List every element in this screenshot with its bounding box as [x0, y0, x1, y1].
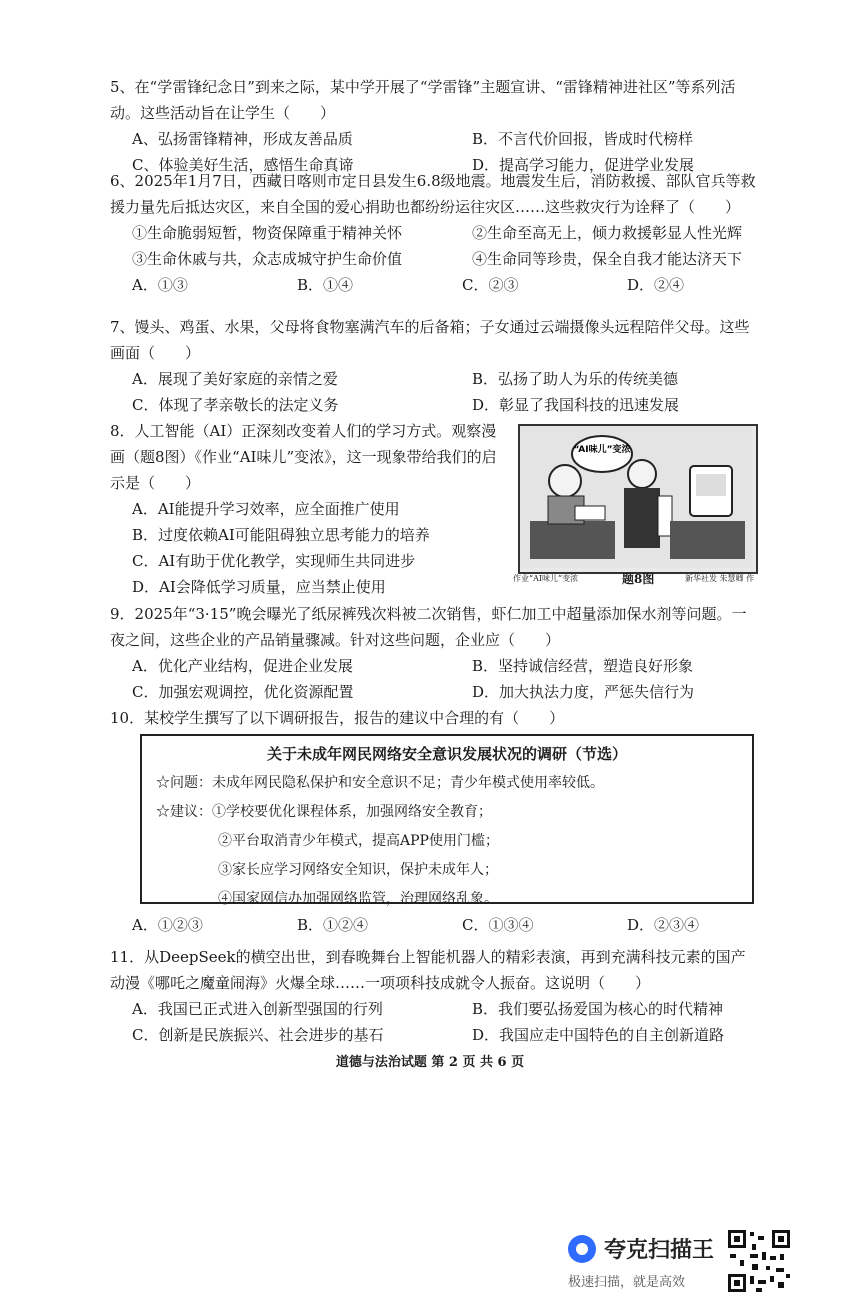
scanner-app-name: 夸克扫描王 [604, 1238, 715, 1263]
report-title: 关于未成年网民网络安全意识发展状况的调研（节选） [266, 745, 627, 763]
option-c: C．AI有助于优化教学，实现师生共同进步 [132, 552, 416, 570]
option-d: D．彰显了我国科技的迅速发展 [472, 396, 680, 414]
options [110, 272, 760, 298]
option-c: C．创新是民族振兴、社会进步的基石 [132, 1026, 384, 1044]
question-11 [110, 944, 760, 1048]
option-b: B．我们要弘扬爱国为核心的时代精神 [472, 1000, 724, 1018]
statement-3: ③生命休戚与共，众志成城守护生命价值 [132, 250, 403, 268]
question-6 [110, 168, 760, 298]
question-stem: 10．某校学生撰写了以下调研报告，报告的建议中合理的有（ ） [110, 709, 565, 727]
option-b: B．不言代价回报，皆成时代榜样 [472, 130, 694, 148]
options [110, 366, 760, 418]
report-advice-4: ④国家网信办加强网络监管，治理网络乱象。 [218, 891, 498, 907]
option-a: A、弘扬雷锋精神，形成友善品质 [132, 130, 353, 148]
page-footer: 道德与法治试题 第 2 页 共 6 页 [335, 1055, 525, 1070]
option-a: A．①②③ [132, 916, 203, 934]
statements [110, 220, 760, 272]
scanner-slogan: 极速扫描，就是高效 [568, 1275, 686, 1290]
cartoon-illustration [520, 426, 752, 568]
option-b: B．弘扬了助人为乐的传统美德 [472, 370, 679, 388]
option-d: D．提高学习能力，促进学业发展 [472, 156, 695, 174]
statement-4: ④生命同等珍贵，保全自我才能达济天下 [472, 250, 743, 268]
survey-report-box [140, 734, 754, 907]
cartoon-figure [518, 424, 758, 574]
option-d: D．我国应走中国特色的自主创新道路 [472, 1026, 725, 1044]
option-d: D．②④ [627, 276, 685, 294]
options [110, 653, 760, 705]
option-d: D．AI会降低学习质量，应当禁止使用 [132, 578, 386, 596]
option-a: A．AI能提升学习效率，应全面推广使用 [132, 500, 400, 518]
question-7 [110, 314, 760, 418]
report-advice-1: ☆建议：①学校要优化课程体系，加强网络安全教育； [156, 804, 492, 820]
cartoon-bubble-text: “AI味儿”变浓 [573, 445, 631, 455]
option-d: D．加大执法力度，严惩失信行为 [472, 683, 695, 701]
option-c: C．①③④ [462, 916, 534, 934]
cartoon-title-caption: 作业“AI味儿”变浓 [513, 574, 579, 583]
option-c: C．加强宏观调控，优化资源配置 [132, 683, 354, 701]
question-stem: 5、在“学雷锋纪念日”到来之际，某中学开展了“学雷锋”主题宣讲、“雷锋精神进社区”等系列活动。这些活动旨在让学生（ ） [110, 78, 736, 122]
report-advice-2: ②平台取消青少年模式，提高APP使用门槛； [218, 833, 499, 849]
report-problem: ☆问题：未成年网民隐私保护和安全意识不足；青少年模式使用率较低。 [156, 775, 604, 791]
option-a: A．优化产业结构，促进企业发展 [132, 657, 353, 675]
question-10 [110, 705, 760, 731]
statement-1: ①生命脆弱短暂，物资保障重于精神关怀 [132, 224, 403, 242]
option-b: B．坚持诚信经营，塑造良好形象 [472, 657, 694, 675]
option-d: D．②③④ [627, 916, 700, 934]
option-a: A．我国已正式进入创新型强国的行列 [132, 1000, 383, 1018]
option-c: C．②③ [462, 276, 519, 294]
option-b: B．①④ [297, 276, 354, 294]
question-10-options [110, 912, 760, 938]
option-a: A．①③ [132, 276, 188, 294]
statement-2: ②生命至高无上，倾力救援彰显人性光辉 [472, 224, 743, 242]
option-a: A．展现了美好家庭的亲情之爱 [132, 370, 338, 388]
question-stem: 6、2025年1月7日，西藏日喀则市定日县发生6.8级地震。地震发生后，消防救援、部队官兵等救援力量先后抵达灾区，来自全国的爱心捐助也都纷纷运往灾区……这些救灾行为诠释了（ ） [110, 172, 756, 216]
option-c: C．体现了孝亲敬长的法定义务 [132, 396, 339, 414]
options [110, 496, 522, 600]
option-c: C、体验美好生活，感悟生命真谛 [132, 156, 354, 174]
option-b: B．①②④ [297, 916, 369, 934]
question-9 [110, 601, 760, 705]
question-5 [110, 74, 760, 178]
question-stem: 9．2025年“3·15”晚会曝光了纸尿裤残次料被二次销售，虾仁加工中超量添加保水剂等问题。一夜之间，这些企业的产品销量骤减。针对这些问题，企业应（ ） [110, 605, 747, 649]
options [110, 996, 760, 1048]
question-stem: 11．从DeepSeek的横空出世，到春晚舞台上智能机器人的精彩表演，再到充满科技元素的国产动漫《哪吒之魔童闹海》火爆全球……一项项科技成就令人振奋。这说明（ ） [110, 948, 746, 992]
question-stem: 8．人工智能（AI）正深刻改变着人们的学习方式。观察漫画（题8图）《作业“AI味儿”变浓》，这一现象带给我们的启示是（ ） [110, 422, 497, 492]
figure-caption: 题8图 [622, 572, 655, 586]
options [110, 912, 760, 938]
scanner-logo-icon [568, 1235, 596, 1263]
report-advice-3: ③家长应学习网络安全知识，保护未成年人； [218, 862, 498, 878]
question-stem: 7、馒头、鸡蛋、水果，父母将食物塞满汽车的后备箱；子女通过云端摄像头远程陪伴父母。这些画面（ ） [110, 318, 750, 362]
cartoon-author-caption: 新华社发 朱慧卿 作 [685, 574, 755, 583]
qr-code-icon [726, 1228, 792, 1294]
option-b: B．过度依赖AI可能阻碍独立思考能力的培养 [132, 526, 430, 544]
